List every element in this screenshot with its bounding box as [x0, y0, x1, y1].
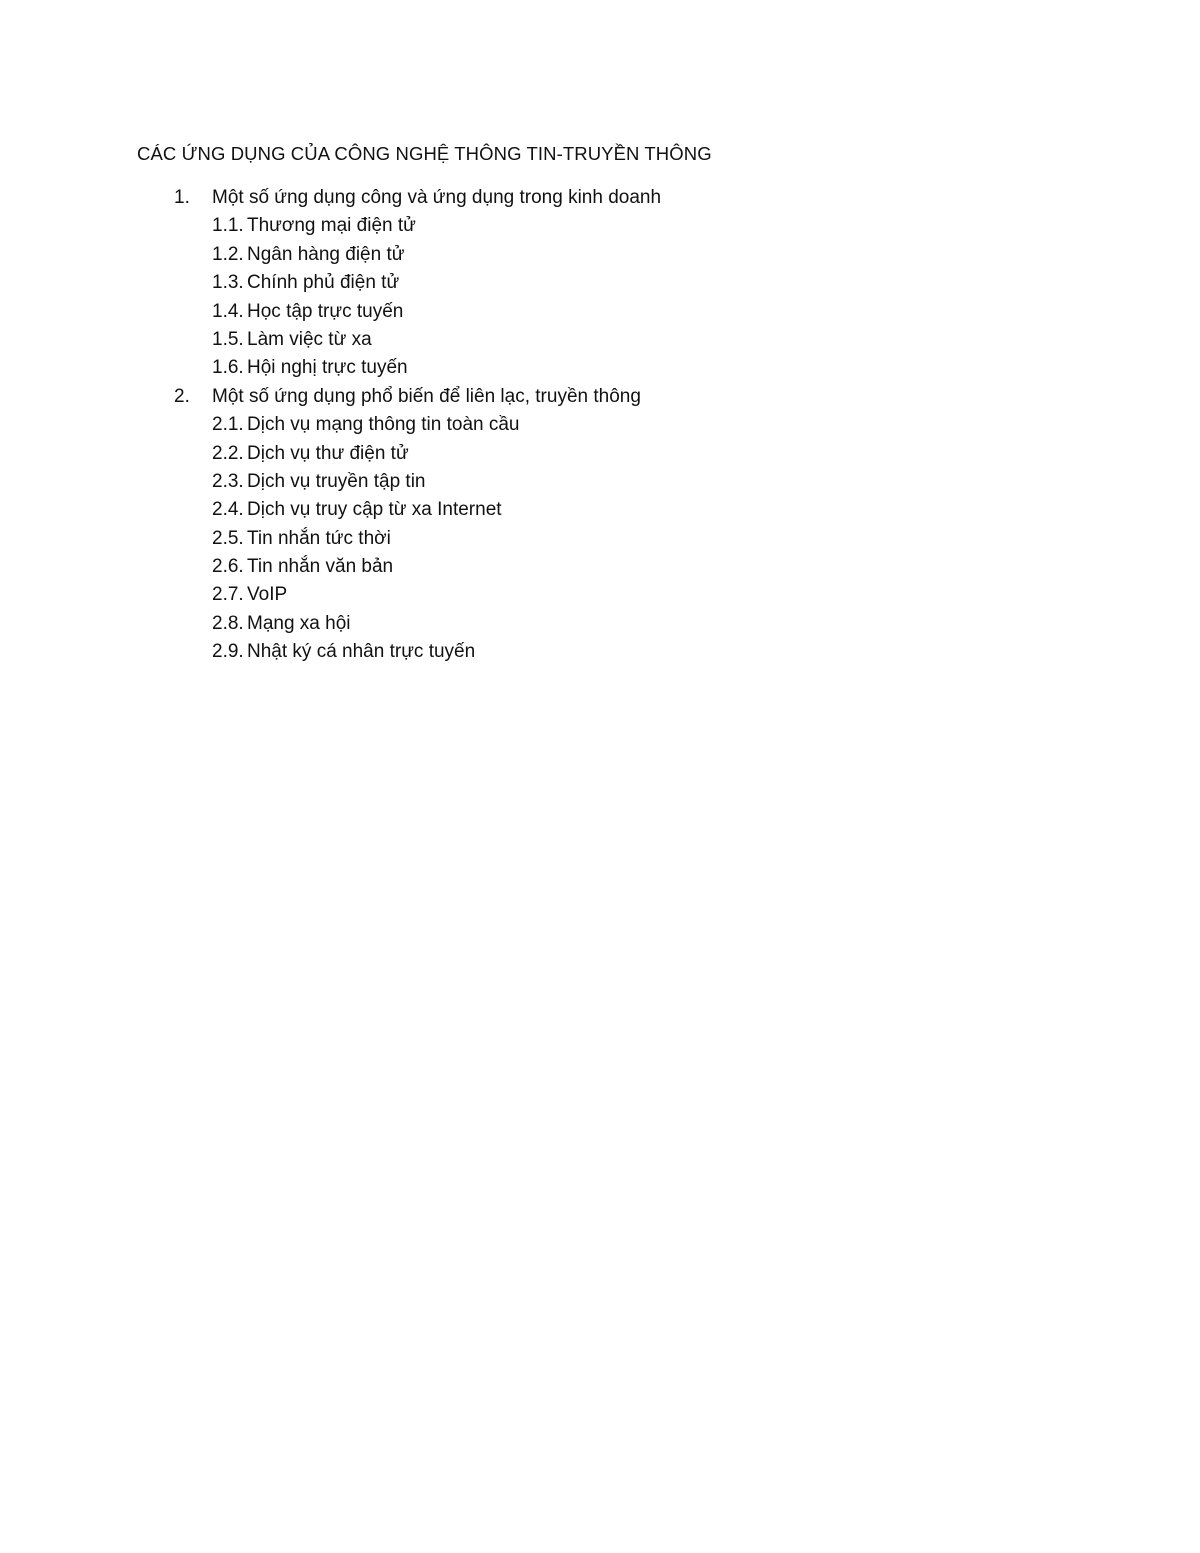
item-text: Hội nghị trực tuyến	[247, 357, 408, 379]
item-number: 1.1.	[212, 215, 244, 237]
item-number: 1.6.	[212, 357, 244, 379]
item-number: 2.1.	[212, 414, 244, 436]
item-number: 2.2.	[212, 442, 244, 464]
list-item	[0, 525, 1200, 553]
item-text: Ngân hàng điện tử	[247, 243, 405, 265]
list-item	[0, 411, 1200, 439]
section-title: Một số ứng dụng công và ứng dụng trong kinh doanh	[212, 187, 662, 208]
item-text: Tin nhắn văn bản	[247, 556, 394, 578]
section-1	[0, 184, 1200, 212]
item-text: Dịch vụ truyền tập tin	[247, 470, 426, 492]
list-item	[0, 326, 1200, 354]
item-text: Học tập trực tuyến	[247, 300, 404, 322]
section-title: Một số ứng dụng phổ biến để liên lạc, truyền thông	[212, 385, 641, 407]
item-text: Dịch vụ mạng thông tin toàn cầu	[247, 414, 520, 436]
item-number: 2.9.	[212, 641, 244, 663]
item-text: Chính phủ điện tử	[247, 272, 400, 294]
item-text: Dịch vụ thư điện tử	[247, 442, 409, 464]
item-number: 2.6.	[212, 556, 244, 578]
list-item	[0, 440, 1200, 468]
item-number: 2.3.	[212, 470, 244, 492]
item-number: 1.3.	[212, 272, 244, 294]
item-text: Thương mại điện tử	[247, 215, 416, 237]
document-title: CÁC ỨNG DỤNG CỦA CÔNG NGHỆ THÔNG TIN-TRUYỀN THÔNG	[137, 143, 712, 164]
section-2	[0, 383, 1200, 411]
item-text: Nhật ký cá nhân trực tuyến	[247, 641, 476, 663]
list-item	[0, 638, 1200, 666]
item-text: VoIP	[247, 584, 288, 606]
list-item	[0, 581, 1200, 609]
item-number: 1.4.	[212, 300, 244, 322]
list-item	[0, 269, 1200, 297]
item-number: 2.4.	[212, 499, 244, 521]
item-number: 1.5.	[212, 328, 244, 350]
item-text: Mạng xa hội	[247, 612, 351, 634]
item-number: 2.5.	[212, 527, 244, 549]
list-item	[0, 553, 1200, 581]
item-number: 2.7.	[212, 584, 244, 606]
list-item	[0, 354, 1200, 382]
section-number: 2.	[174, 385, 190, 407]
item-text: Làm việc từ xa	[247, 328, 372, 350]
section-number: 1.	[174, 187, 190, 208]
outline-list	[0, 184, 1200, 667]
list-item	[0, 610, 1200, 638]
list-item	[0, 241, 1200, 269]
item-text: Dịch vụ truy cập từ xa Internet	[247, 499, 502, 521]
item-number: 2.8.	[212, 612, 244, 634]
item-number: 1.2.	[212, 243, 244, 265]
list-item	[0, 496, 1200, 524]
list-item	[0, 468, 1200, 496]
list-item	[0, 298, 1200, 326]
list-item	[0, 212, 1200, 240]
item-text: Tin nhắn tức thời	[247, 527, 391, 549]
